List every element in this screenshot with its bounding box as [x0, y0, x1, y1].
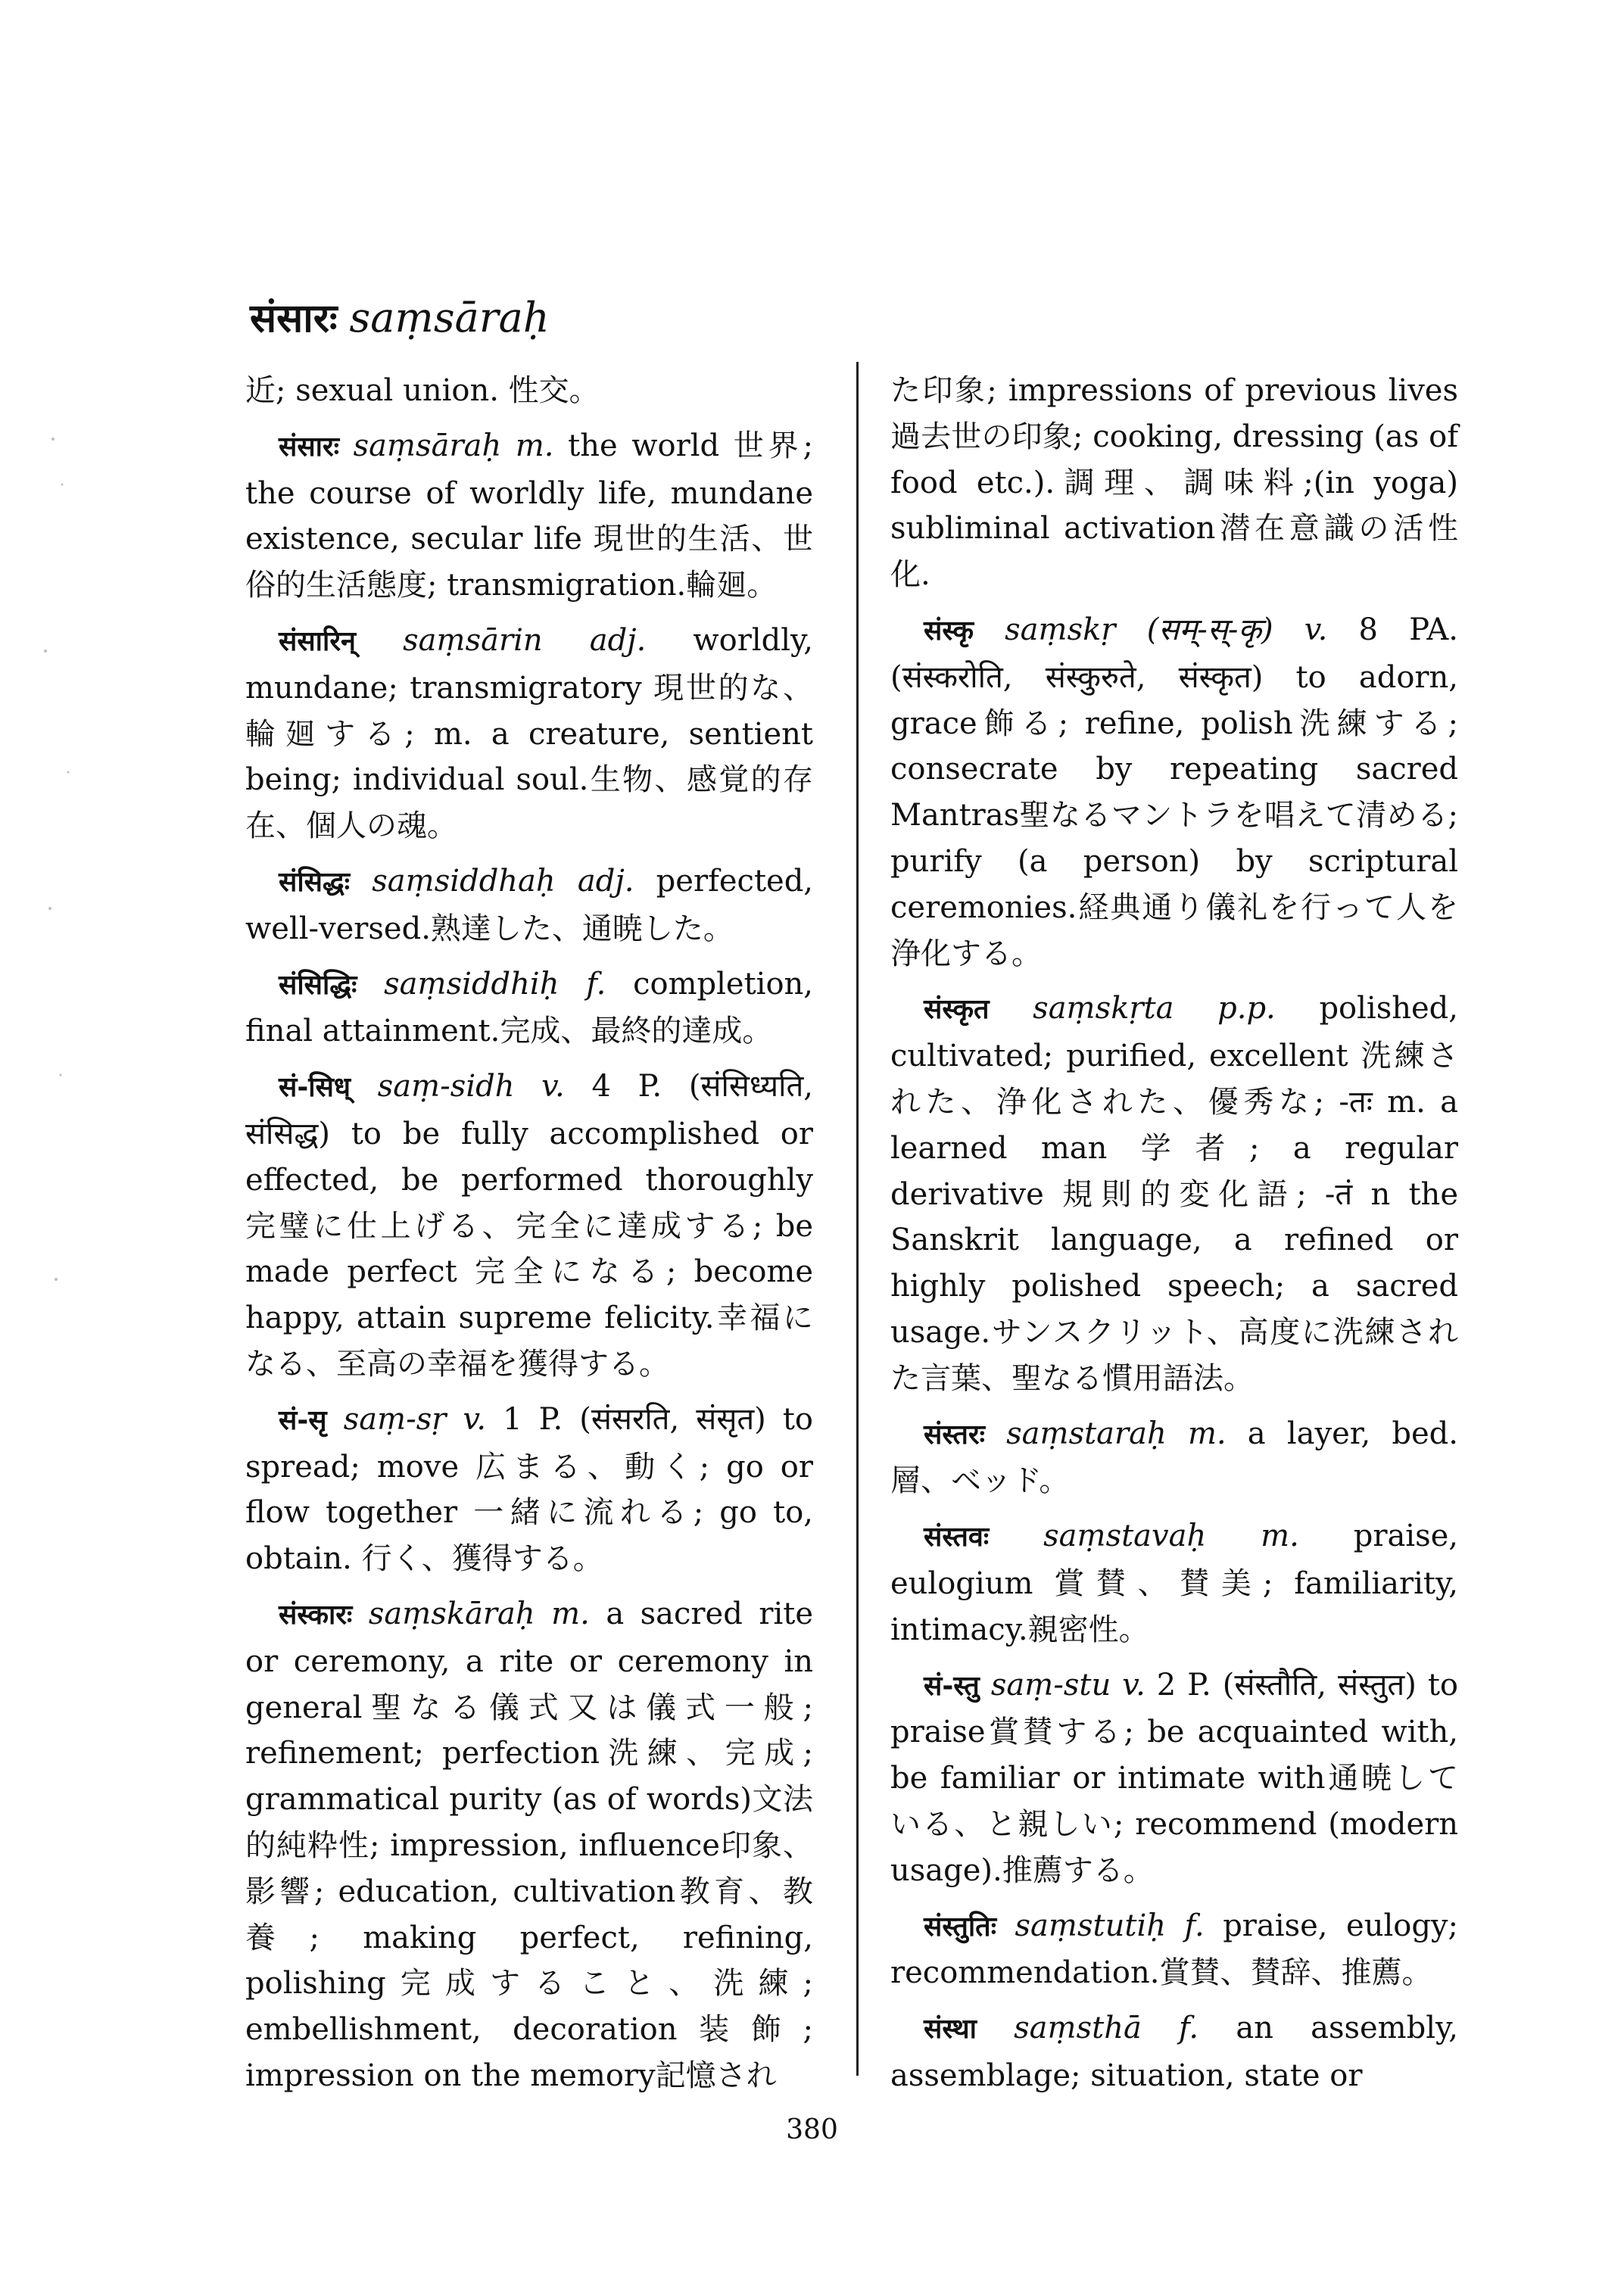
entry-text: praise, eulogium 賞賛、賛美; familiarity, intimacy.親密性。 — [890, 1519, 1458, 1647]
entry-text: 2 P. (संस्तौति, संस्तुत) to praise賞賛する; be acquainted with, be familiar or intimate with通暁している、と親しい; recommend (modern usage).推薦する。 — [890, 1667, 1458, 1888]
entry-headword: संसारः — [279, 431, 339, 463]
entry-samsiddhah — [245, 858, 813, 952]
entry-text: a layer, bed.層、ベッド。 — [890, 1416, 1458, 1499]
entry-text: perfected, well-versed.熟達した、通暁した。 — [245, 863, 814, 946]
entry-text: た印象; impressions of previous lives過去世の印象; cooking, dressing (as of food etc.).調理、調味料;(in yoga) subliminal activation潜在意識の活性化. — [890, 373, 1458, 593]
entry-headword: संस्तवः — [924, 1522, 990, 1553]
entry-text: 8 PA. (संस्करोति, संस्कुरुते, संस्कृत) to adorn, grace飾る; refine, polish洗練する; consecrate by repeating sacred Mantras聖なるマントラを唱えて清める; purify (a person) by scriptural ceremonies.経典通り儀礼を行って人を浄化する。 — [890, 612, 1458, 971]
entry-translit: saṃsiddhiḥ f. — [384, 966, 606, 1002]
entry-headword: सं-सृ — [279, 1404, 327, 1436]
entry-samskarah — [245, 1591, 813, 2099]
entry-samskr — [890, 607, 1458, 977]
entry-text: a sacred rite or ceremony, a rite or ceremony in general聖なる儀式又は儀式一般; refinement; perfection洗練、完成; grammatical purity (as of words)文法的純粋性; impression, influence印象、影響; education, cultivation教育、教養; making perfect, refining, polishing完成すること、洗練; embellishment, decoration装飾; impression on the memory記憶され — [245, 1596, 813, 2093]
entry-samstarah — [890, 1411, 1458, 1505]
entry-translit: saṃstutiḥ f. — [1015, 1908, 1205, 1943]
running-head — [250, 291, 550, 345]
entry-sam-sidh — [245, 1064, 813, 1388]
entry-headword: संसिद्धः — [279, 866, 351, 898]
running-head-roman: saṃsāraḥ — [349, 294, 550, 341]
entry-headword: संस्तरः — [924, 1419, 985, 1450]
entry-translit: saṃskāraḥ m. — [368, 1596, 590, 1631]
entry-samstavah — [890, 1513, 1458, 1653]
entry-samsiddhih — [245, 961, 813, 1055]
entry-translit: saṃsāraḥ m. — [353, 428, 554, 463]
entry-translit: saṃ-sidh v. — [377, 1069, 565, 1104]
left-column — [245, 368, 813, 2108]
entry-samsarin — [245, 618, 813, 849]
entry-translit: saṃsārin adj. — [403, 622, 647, 658]
entry-text: an assembly, assemblage; situation, state or — [890, 2011, 1458, 2093]
entry-translit: saṃskṛta p.p. — [1033, 991, 1276, 1027]
entry-continuation — [245, 368, 813, 414]
entry-text: completion, final attainment.完成、最終的達成。 — [245, 966, 814, 1049]
entry-samskrta — [890, 986, 1458, 1401]
entry-text: 4 P. (संसिध्यति, संसिद्ध) to be fully accomplished or effected, be performed thoroughly 完璧に仕上げる、完全に達成する; be made perfect 完全になる; become happy, attain supreme felicity.幸福になる、至高の幸福を獲得する。 — [245, 1069, 813, 1382]
entry-translit: saṃstavaḥ m. — [1043, 1519, 1299, 1554]
entry-samsarah — [245, 423, 813, 609]
entry-headword: संसारिन् — [279, 625, 357, 657]
entry-headword: संसिद्धिः — [279, 969, 357, 1001]
entry-translit: saṃskṛ (सम्-स्-कृ) v. — [1005, 612, 1328, 647]
running-head-devanagari: संसारः — [250, 296, 338, 341]
entry-continuation — [890, 368, 1458, 598]
entry-headword: संस्कृ — [924, 615, 974, 646]
entry-headword: सं-स्तु — [924, 1670, 980, 1702]
entry-text: 近; sexual union. 性交。 — [245, 373, 600, 408]
entry-samstha — [890, 2005, 1458, 2099]
entry-headword: संस्कृत — [924, 994, 990, 1026]
entry-translit: saṃstaraḥ m. — [1006, 1416, 1227, 1451]
entry-text: the world 世界; the course of worldly life, mundane existence, secular life 現世的生活、世俗的生活態度; transmigration.輪廻。 — [245, 428, 813, 603]
entry-samstutih — [890, 1903, 1458, 1997]
column-divider — [856, 362, 859, 2076]
entry-translit: saṃsthā f. — [1014, 2011, 1199, 2046]
entry-headword: संस्था — [924, 2014, 977, 2045]
entry-headword: सं-सिध् — [279, 1072, 351, 1104]
entry-translit: saṃ-sṛ v. — [343, 1401, 487, 1437]
entry-sam-stu — [890, 1662, 1458, 1894]
right-column — [890, 368, 1458, 2108]
page-number: 380 — [786, 2114, 838, 2145]
entry-text: praise, eulogy; recommendation.賞賛、賛辞、推薦。 — [890, 1908, 1459, 1991]
scan-speckles — [23, 424, 83, 1332]
entry-translit: saṃ-stu v. — [990, 1667, 1146, 1703]
entry-headword: संस्तुतिः — [924, 1911, 996, 1943]
entry-text: polished, cultivated; purified, excellent 洗練された、浄化された、優秀な; -तः m. a learned man 学者; a regular derivative 規則的変化語; -तं n the Sanskrit language, a refined or highly polished speech; a sacred usage.サンスクリット、高度に洗練された言葉、聖なる慣用語法。 — [890, 991, 1458, 1396]
entry-text: 1 P. (संसरति, संसृत) to spread; move 広まる、動く; go or flow together 一緒に流れる; go to, obtain. 行く、獲得する。 — [245, 1401, 814, 1577]
entry-translit: saṃsiddhaḥ adj. — [372, 863, 634, 899]
entry-headword: संस्कारः — [279, 1599, 353, 1631]
entry-sam-sr — [245, 1397, 813, 1582]
entry-text: worldly, mundane; transmigratory 現世的な、輪廻する; m. a creature, sentient being; individual soul.生物、感覚的存在、個人の魂。 — [245, 622, 814, 844]
